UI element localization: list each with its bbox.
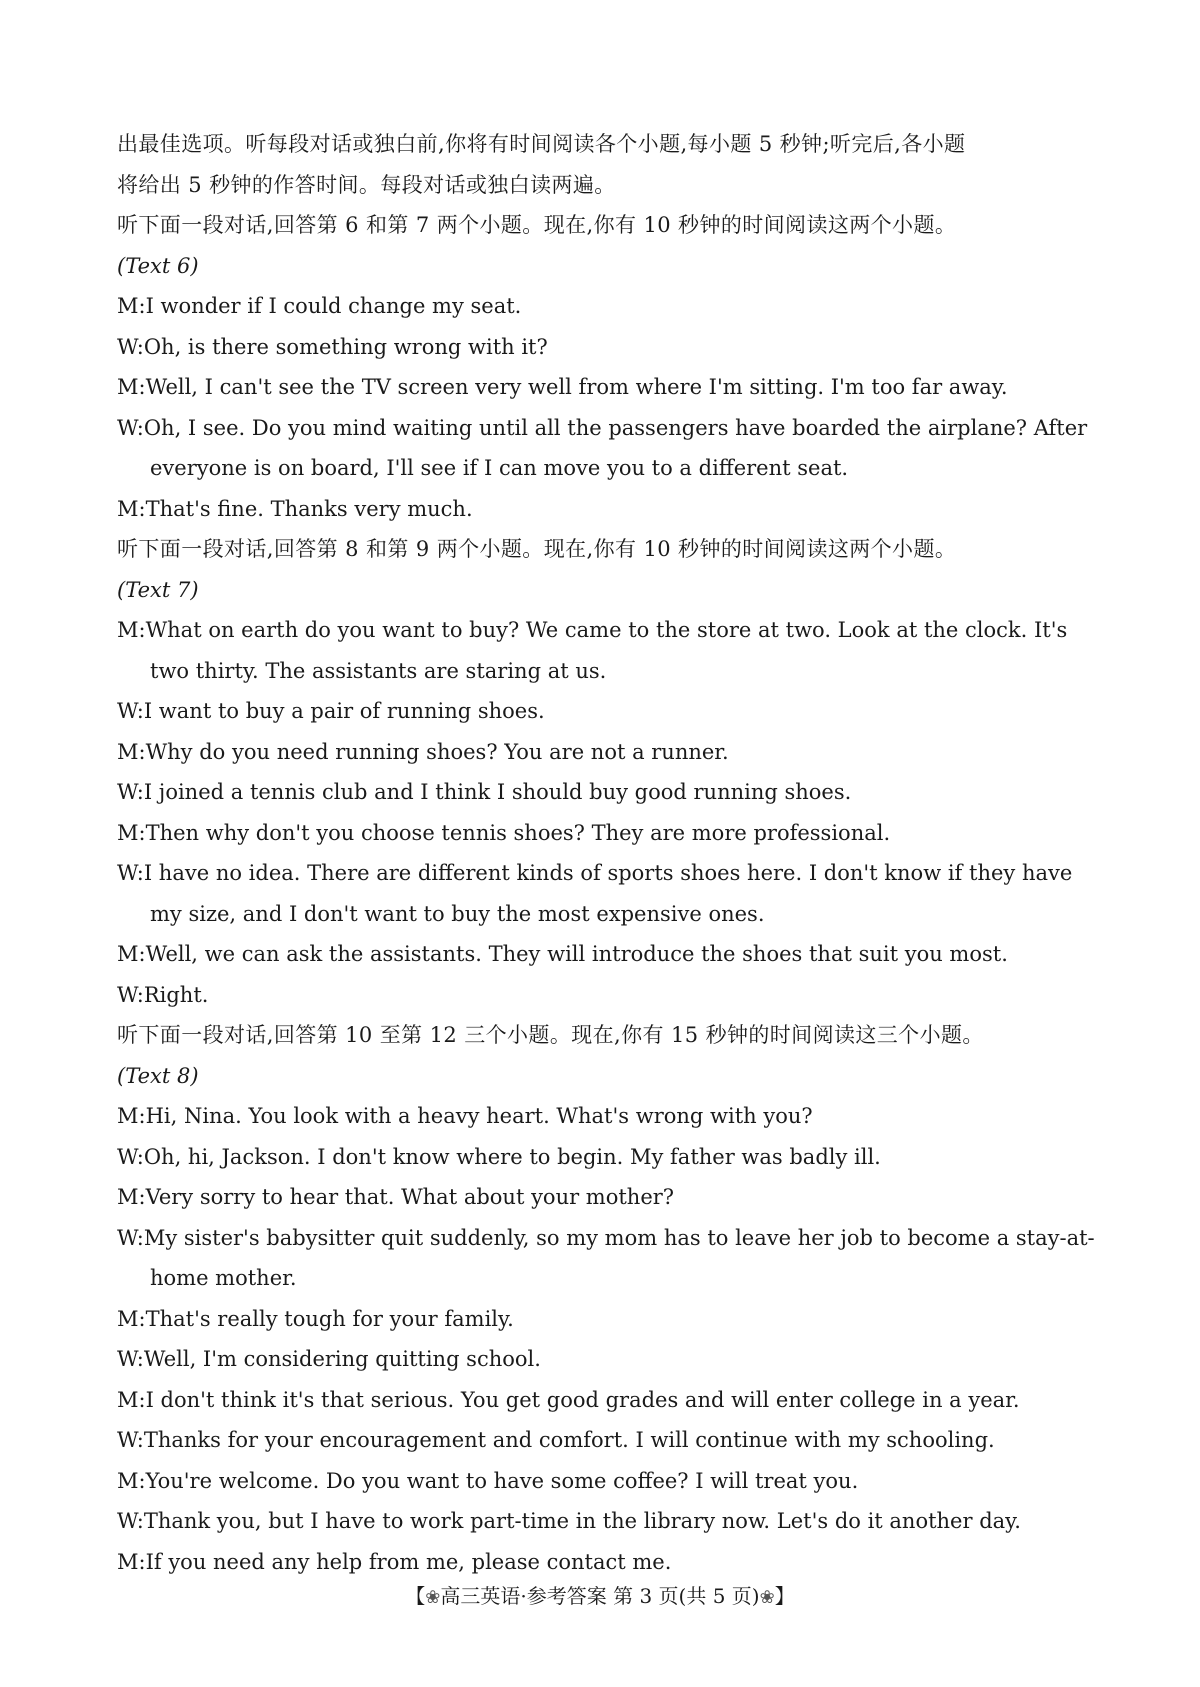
- text-label: (Text 7): [117, 577, 199, 602]
- dialogue-line: M:I don't think it's that serious. You get good grades and will enter college in a year.: [117, 1387, 1020, 1412]
- section-instruction: 听下面一段对话,回答第 6 和第 7 两个小题。现在,你有 10 秒钟的时间阅读这两个小题。: [117, 213, 957, 237]
- dialogue-line: W:Oh, I see. Do you mind waiting until all the passengers have boarded the airplane? After: [117, 415, 1088, 440]
- section-instruction: 听下面一段对话,回答第 8 和第 9 两个小题。现在,你有 10 秒钟的时间阅读这两个小题。: [117, 537, 957, 561]
- dialogue-line: W:Right.: [117, 982, 209, 1007]
- dialogue-line: M:That's fine. Thanks very much.: [117, 496, 473, 521]
- dialogue-line: M:Why do you need running shoes? You are not a runner.: [117, 739, 729, 764]
- dialogue-line: W:I want to buy a pair of running shoes.: [117, 699, 545, 723]
- dialogue-line: M:Well, I can't see the TV screen very well from where I'm sitting. I'm too far away.: [117, 375, 1008, 399]
- dialogue-continuation: two thirty. The assistants are staring at us.: [150, 658, 607, 683]
- footer-left-bracket: 【: [405, 1584, 426, 1608]
- dialogue-line: M:You're welcome. Do you want to have some coffee? I will treat you.: [117, 1468, 859, 1493]
- dialogue-line: M:I wonder if I could change my seat.: [117, 294, 522, 318]
- flower-icon: ❀: [759, 1587, 775, 1608]
- dialogue-line: W:I have no idea. There are different kinds of sports shoes here. I don't know if they have: [117, 861, 1073, 885]
- dialogue-line: W:Thanks for your encouragement and comfort. I will continue with my schooling.: [117, 1428, 995, 1452]
- dialogue-line: M:If you need any help from me, please contact me.: [117, 1549, 672, 1574]
- section-instruction: 听下面一段对话,回答第 10 至第 12 三个小题。现在,你有 15 秒钟的时间阅读这三个小题。: [117, 1023, 984, 1047]
- dialogue-continuation: everyone is on board, I'll see if I can move you to a different seat.: [150, 456, 849, 480]
- section-instruction: 将给出 5 秒钟的作答时间。每段对话或独白读两遍。: [117, 172, 616, 197]
- text-label: (Text 6): [117, 253, 199, 278]
- page-footer: [0, 1582, 1200, 1612]
- dialogue-line: W:Oh, hi, Jackson. I don't know where to begin. My father was badly ill.: [117, 1144, 881, 1169]
- dialogue-line: W:My sister's babysitter quit suddenly, so my mom has to leave her job to become a stay-at-: [117, 1225, 1095, 1250]
- dialogue-line: M:That's really tough for your family.: [117, 1306, 514, 1331]
- dialogue-line: M:Very sorry to hear that. What about your mother?: [117, 1185, 675, 1209]
- document-body: [117, 124, 1093, 1582]
- flower-icon: ❀: [425, 1587, 441, 1608]
- dialogue-line: M:Then why don't you choose tennis shoes? They are more professional.: [117, 820, 891, 845]
- dialogue-line: W:I joined a tennis club and I think I should buy good running shoes.: [117, 780, 852, 804]
- dialogue-line: M:What on earth do you want to buy? We came to the store at two. Look at the clock. It's: [117, 618, 1068, 642]
- dialogue-continuation: home mother.: [150, 1266, 297, 1290]
- section-instruction: 出最佳选项。听每段对话或独白前,你将有时间阅读各个小题,每小题 5 秒钟;听完后,各小题: [117, 132, 966, 156]
- dialogue-continuation: my size, and I don't want to buy the most expensive ones.: [150, 901, 765, 926]
- dialogue-line: M:Hi, Nina. You look with a heavy heart. What's wrong with you?: [117, 1104, 813, 1128]
- dialogue-line: W:Well, I'm considering quitting school.: [117, 1347, 541, 1371]
- dialogue-line: W:Oh, is there something wrong with it?: [117, 334, 548, 359]
- footer-right-bracket: 】: [774, 1584, 795, 1608]
- dialogue-line: W:Thank you, but I have to work part-time in the library now. Let's do it another day.: [117, 1509, 1021, 1533]
- footer-page-label: 高三英语·参考答案 第 3 页(共 5 页): [440, 1584, 760, 1608]
- text-label: (Text 8): [117, 1063, 199, 1088]
- dialogue-line: M:Well, we can ask the assistants. They will introduce the shoes that suit you most.: [117, 942, 1008, 966]
